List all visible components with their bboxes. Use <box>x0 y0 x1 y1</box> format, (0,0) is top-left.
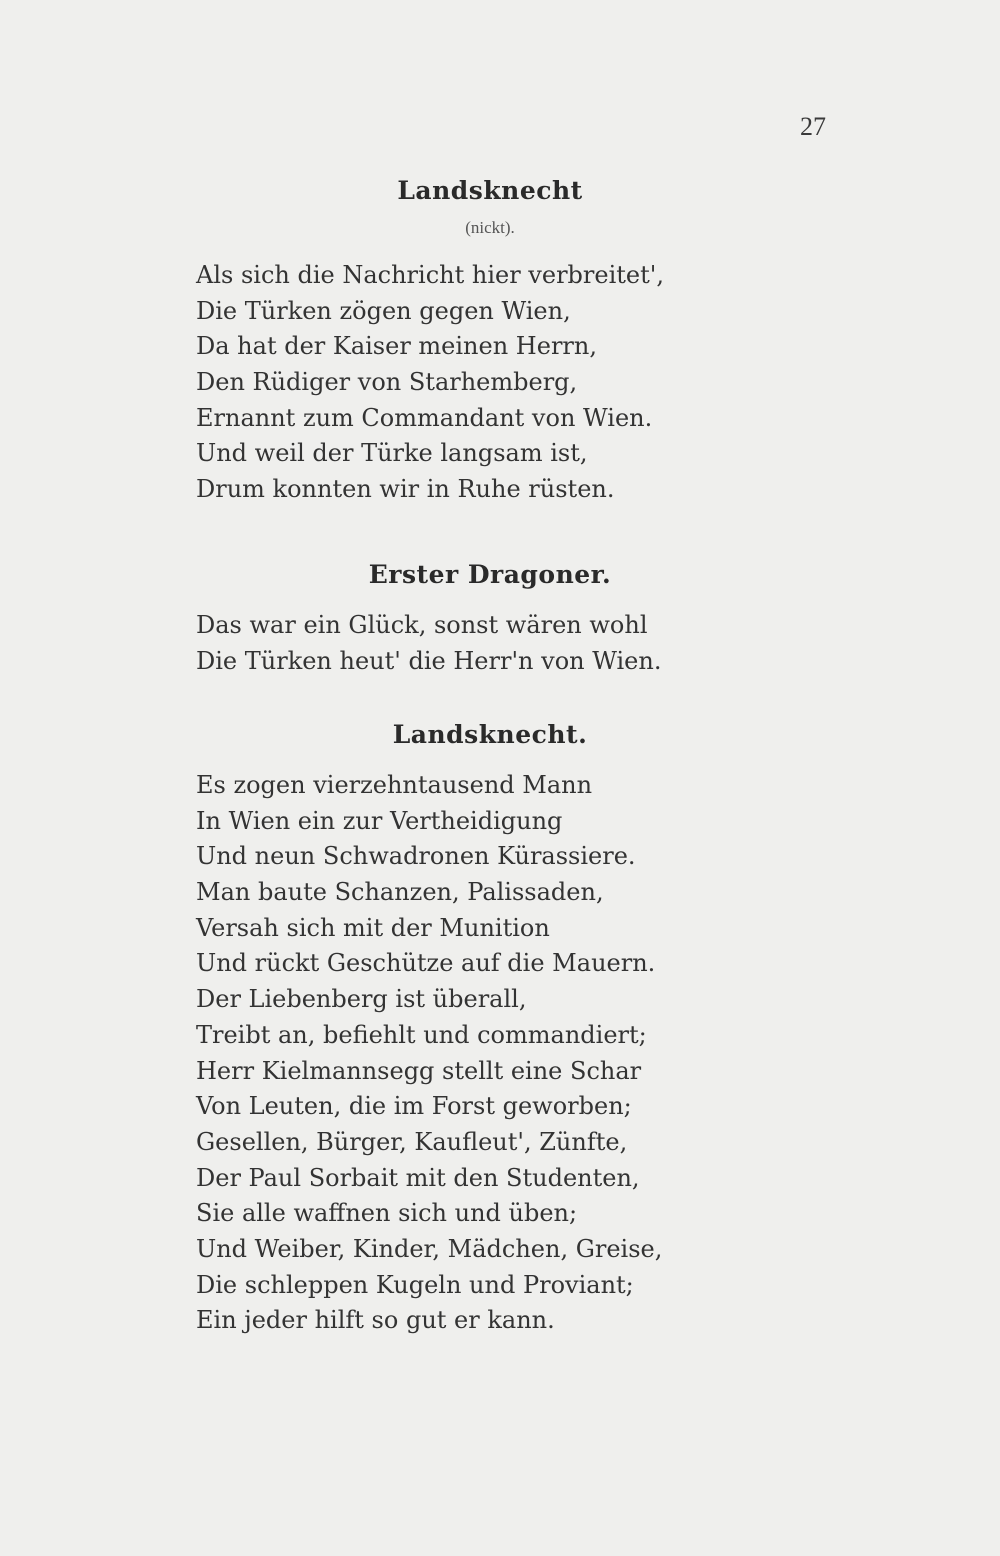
verse-line: Und Weiber, Kinder, Mädchen, Greise, <box>196 1234 663 1263</box>
verse-line: Und neun Schwadronen Kürassiere. <box>196 842 636 871</box>
verse-line: Drum konnten wir in Ruhe rüsten. <box>196 475 615 504</box>
verse-block <box>196 768 896 1339</box>
verse-line: Der Paul Sorbait mit den Studenten, <box>196 1163 640 1192</box>
stage-direction: (nickt). <box>465 218 515 237</box>
verse-line: Herr Kielmannsegg stellt eine Schar <box>196 1056 642 1085</box>
speaker-heading: Landsknecht <box>397 176 583 205</box>
speaker-heading: Landsknecht. <box>392 720 588 749</box>
verse-line: Und rückt Geschütze auf die Mauern. <box>196 949 656 978</box>
verse-line: Das war ein Glück, sonst wären wohl <box>196 611 648 639</box>
verse-line: Es zogen vierzehntausend Mann <box>196 771 593 799</box>
verse-line: Man baute Schanzen, Palissaden, <box>196 878 604 907</box>
verse-line: Und weil der Türke langsam ist, <box>196 439 588 468</box>
page-number: 27 <box>800 112 826 141</box>
verse-line: Der Liebenberg ist überall, <box>196 985 527 1014</box>
verse-line: Als sich die Nachricht hier verbreitet', <box>196 261 664 289</box>
verse-line: Sie alle waffnen sich und üben; <box>196 1199 578 1228</box>
verse-line: Treibt an, befiehlt und commandiert; <box>196 1020 647 1049</box>
verse-block <box>196 258 896 508</box>
verse-line: In Wien ein zur Vertheidigung <box>196 806 563 835</box>
verse-line: Die schleppen Kugeln und Proviant; <box>196 1270 634 1299</box>
verse-line: Versah sich mit der Munition <box>196 913 550 942</box>
verse-line: Gesellen, Bürger, Kaufleut', Zünfte, <box>196 1127 628 1156</box>
verse-line: Den Rüdiger von Starhemberg, <box>196 368 578 397</box>
verse-line: Von Leuten, die im Forst geworben; <box>196 1092 632 1121</box>
verse-line: Ein jeder hilft so gut er kann. <box>196 1306 555 1335</box>
verse-line: Ernannt zum Commandant von Wien. <box>196 403 653 432</box>
verse-line: Da hat der Kaiser meinen Herrn, <box>196 332 597 361</box>
speaker-heading: Erster Dragoner. <box>368 560 612 589</box>
verse-line: Die Türken heut' die Herr'n von Wien. <box>196 646 662 675</box>
verse-line: Die Türken zögen gegen Wien, <box>196 296 571 325</box>
verse-block <box>196 608 896 679</box>
